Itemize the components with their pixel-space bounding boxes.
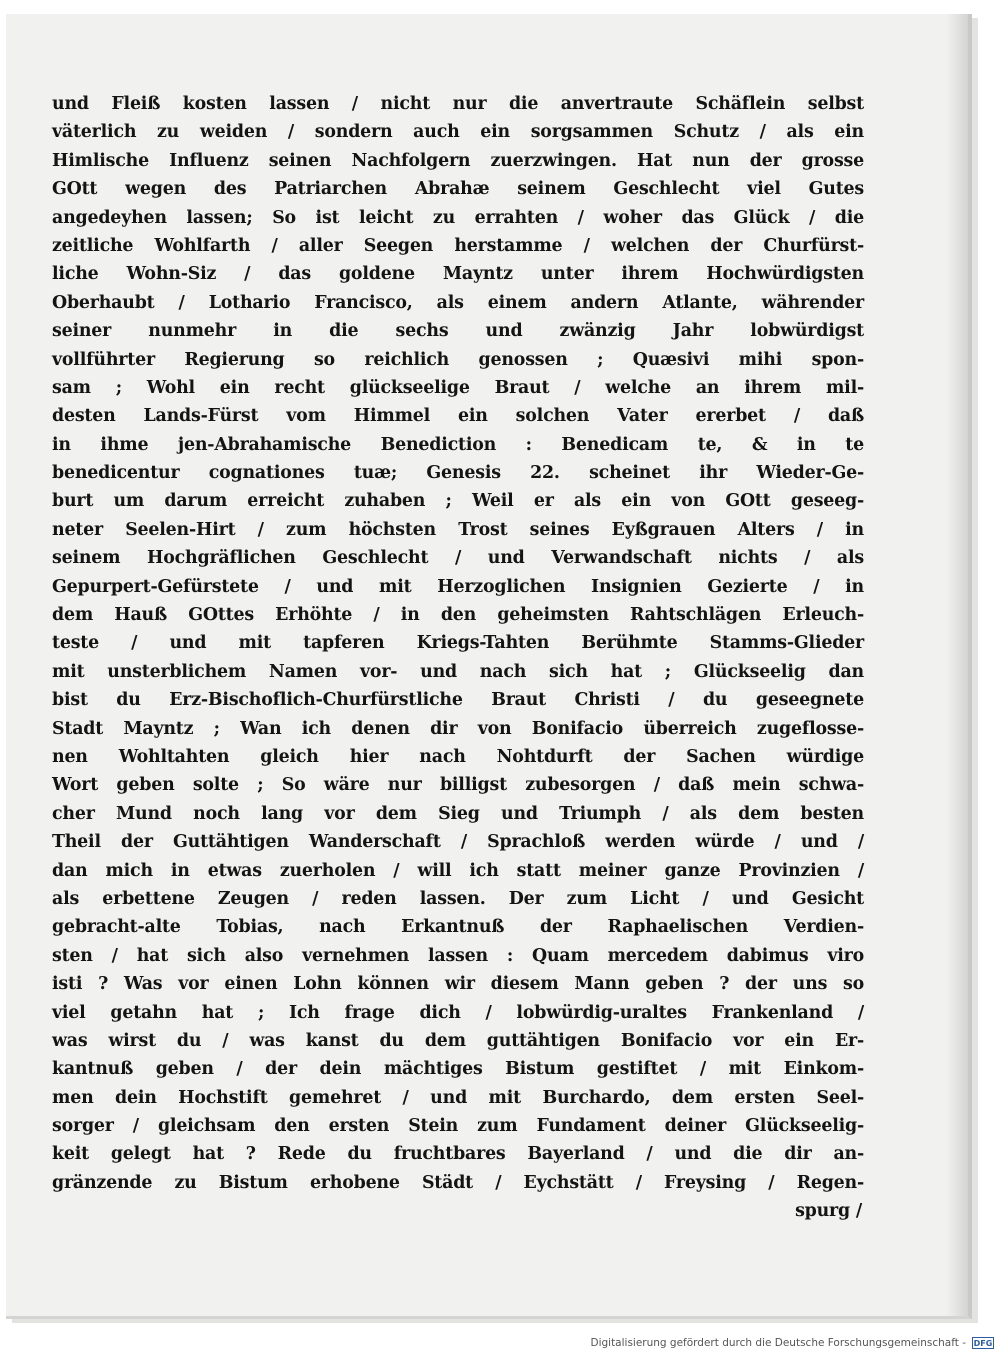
text-line: sorger / gleichsam den ersten Stein zum Fundament deiner Glückseelig- (52, 1116, 864, 1137)
text-line: väterlich zu weiden / sondern auch ein sorgsammen Schutz / als ein (52, 122, 864, 143)
text-line: Theil der Guttähtigen Wanderschaft / Sprachloß werden würde / und / (52, 832, 864, 853)
text-line: keit gelegt hat ? Rede du fruchtbares Bayerland / und die dir an- (52, 1144, 864, 1165)
text-line: was wirst du / was kanst du dem guttähtigen Bonifacio vor ein Er- (52, 1030, 864, 1051)
page-edge-shadow (946, 14, 968, 1316)
text-line: zeitliche Wohlfarth / aller Seegen herstamme / welchen der Churfürst- (52, 235, 864, 256)
text-line: benedicentur cognationes tuæ; Genesis 22. scheinet ihr Wieder-Ge- (52, 463, 864, 484)
text-line: Oberhaubt / Lothario Francisco, als einem andern Atlante, währender (52, 292, 864, 313)
text-line: teste / und mit tapferen Kriegs-Tahten Berühmte Stamms-Glieder (52, 633, 864, 654)
text-line: dan mich in etwas zuerholen / will ich statt meiner ganze Provinzien / (52, 860, 864, 881)
text-line: neter Seelen-Hirt / zum höchsten Trost seines Eyßgrauen Alters / in (52, 519, 864, 540)
text-line: gränzende zu Bistum erhobene Städt / Eychstätt / Freysing / Regen- (52, 1172, 864, 1193)
text-line: spurg / (795, 1201, 862, 1222)
text-line: sten / hat sich also vernehmen lassen : Quam mercedem dabimus viro (52, 945, 864, 966)
text-line: nen Wohltahten gleich hier nach Nohtdurft der Sachen würdige (52, 746, 864, 767)
book-page (6, 14, 972, 1319)
digitization-footer (0, 1334, 994, 1352)
text-line: in ihme jen-Abrahamische Benediction : Benedicam te, & in te (52, 434, 864, 455)
text-line: dem Hauß GOttes Erhöhte / in den geheimsten Rahtschlägen Erleuch- (52, 605, 864, 626)
text-line: Stadt Mayntz ; Wan ich denen dir von Bonifacio überreich zugeflosse- (52, 718, 864, 739)
text-line: viel getahn hat ; Ich frage dich / lobwürdig-uraltes Frankenland / (52, 1002, 864, 1023)
text-line: mit unsterblichem Namen vor- und nach sich hat ; Glückseelig dan (52, 661, 864, 682)
text-line: Wort geben solte ; So wäre nur billigst zubesorgen / daß mein schwa- (52, 775, 864, 796)
text-line: cher Mund noch lang vor dem Sieg und Triumph / als dem besten (52, 803, 864, 824)
text-line: kantnuß geben / der dein mächtiges Bistum gestiftet / mit Einkom- (52, 1059, 864, 1080)
text-line: desten Lands-Fürst vom Himmel ein solchen Vater ererbet / daß (52, 406, 864, 427)
text-line: seiner nunmehr in die sechs und zwänzig Jahr lobwürdigst (52, 321, 864, 342)
text-line: bist du Erz-Bischoflich-Churfürstliche Braut Christi / du geseegnete (52, 690, 864, 711)
page-text-body (52, 90, 864, 1226)
text-line: isti ? Was vor einen Lohn können wir diesem Mann geben ? der uns so (52, 974, 864, 995)
text-line: seinem Hochgräflichen Geschlecht / und Verwandschaft nichts / als (52, 548, 864, 569)
text-line: Himlische Influenz seinen Nachfolgern zuerzwingen. Hat nun der grosse (52, 150, 864, 171)
funding-credit: Digitalisierung gefördert durch die Deutsche Forschungsgemeinschaft - (590, 1337, 966, 1349)
text-line: vollführter Regierung so reichlich genossen ; Quæsivi mihi spon- (52, 349, 864, 370)
text-line: angedeyhen lassen; So ist leicht zu errahten / woher das Glück / die (52, 207, 864, 228)
text-line: gebracht-alte Tobias, nach Erkantnuß der Raphaelischen Verdien- (52, 917, 864, 938)
text-line: und Fleiß kosten lassen / nicht nur die anvertraute Schäflein selbst (52, 94, 864, 114)
text-line: sam ; Wohl ein recht glückseelige Braut / welche an ihrem mil- (52, 377, 864, 398)
text-line: liche Wohn-Siz / das goldene Mayntz unter ihrem Hochwürdigsten (52, 264, 864, 285)
dfg-logo: DFG (973, 1339, 993, 1348)
text-line: men dein Hochstift gemehret / und mit Burchardo, dem ersten Seel- (52, 1087, 864, 1108)
text-line: als erbettene Zeugen / reden lassen. Der zum Licht / und Gesicht (52, 888, 864, 909)
text-line: Gepurpert-Gefürstete / und mit Herzoglichen Insignien Gezierte / in (52, 576, 864, 597)
text-line: GOtt wegen des Patriarchen Abrahæ seinem Geschlecht viel Gutes (52, 179, 864, 200)
text-line: burt um darum erreicht zuhaben ; Weil er als ein von GOtt geseeg- (52, 491, 864, 512)
